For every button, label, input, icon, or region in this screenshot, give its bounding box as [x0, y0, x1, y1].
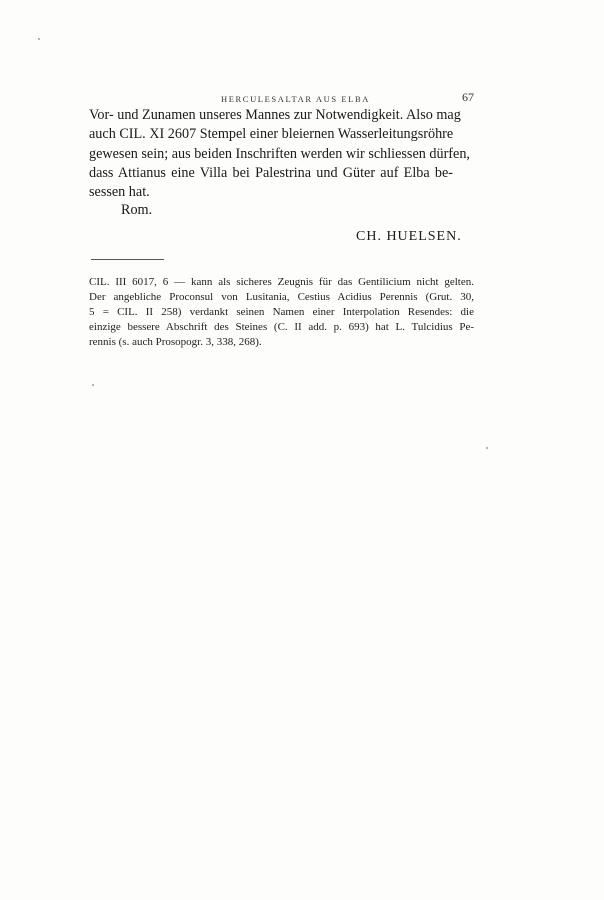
footnote-rule [91, 259, 164, 260]
running-head: HERCULESALTAR AUS ELBA [221, 94, 370, 104]
place-line: Rom. [121, 202, 153, 218]
body-line: Vor- und Zunamen unseres Mannes zur Notwendigkeit. Also mag [89, 107, 461, 123]
footnote-line: Der angebliche Proconsul von Lusitania, Cestius Acidius Perennis (Grut. 30, [89, 291, 474, 303]
scan-speck [38, 38, 40, 40]
footnote-line: 5 = CIL. II 258) verdankt seinen Namen einer Interpolation Resendes: die [89, 306, 474, 318]
footnote-line: rennis (s. auch Prosopogr. 3, 338, 268). [89, 336, 262, 348]
footnote [89, 275, 474, 350]
page-number: 67 [462, 90, 474, 104]
scan-speck [92, 384, 94, 386]
author-signature: CH. HUELSEN. [356, 229, 462, 244]
body-line: auch CIL. XI 2607 Stempel einer bleiernen Wasserleitungsröhre [89, 126, 454, 143]
body-paragraph [89, 106, 470, 202]
body-line: dass Attianus eine Villa bei Palestrina und Güter auf Elba be- [89, 164, 453, 181]
body-line: gewesen sein; aus beiden Inschriften werden wir schliessen dürfen, [89, 145, 470, 162]
body-line: sessen hat. [89, 184, 150, 201]
footnote-line: CIL. III 6017, 6 — kann als sicheres Zeugnis für das Gentilicium nicht gelten. [89, 276, 474, 288]
footnote-line: einzige bessere Abschrift des Steines (C. II add. p. 693) hat L. Tulcidius Pe- [89, 321, 474, 333]
scan-speck [486, 447, 488, 449]
